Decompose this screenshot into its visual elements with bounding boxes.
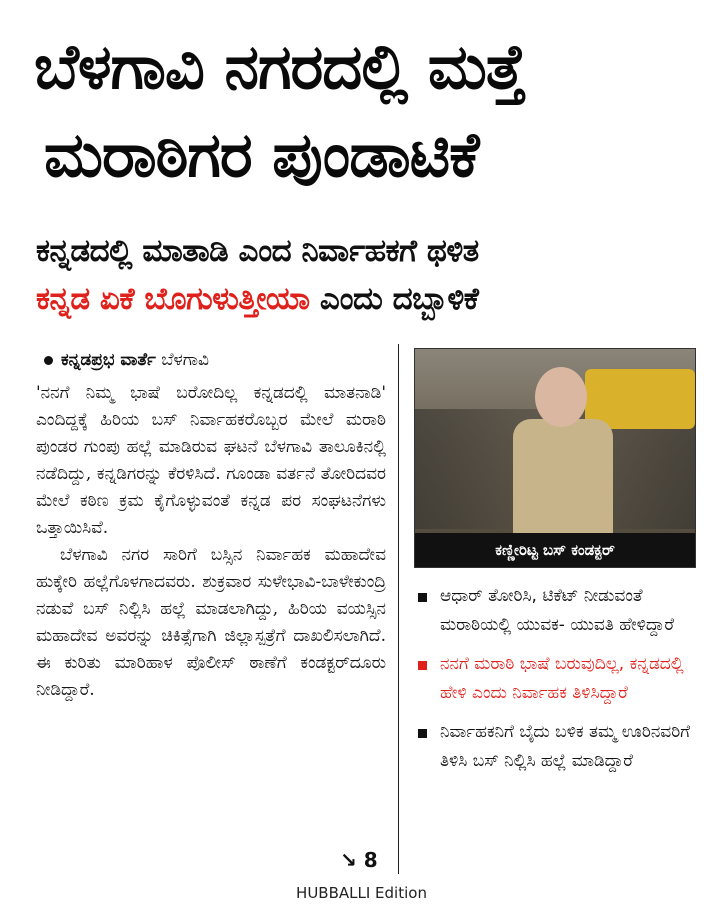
bullet-point <box>414 650 704 708</box>
edition-footer: HUBBALLI Edition <box>296 884 427 902</box>
bullet-dot-icon <box>44 356 53 365</box>
byline-source: ಕನ್ನಡಪ್ರಭ ವಾರ್ತೆ <box>61 350 156 370</box>
square-bullet-icon <box>418 593 427 602</box>
byline <box>44 350 209 370</box>
article-paragraph: 'ನನಗೆ ನಿಮ್ಮ ಭಾಷೆ ಬರೋದಿಲ್ಲ ಕನ್ನಡದಲ್ಲಿ ಮಾತನಾಡಿ' ಎಂದಿದ್ದಕ್ಕೆ ಹಿರಿಯ ಬಸ್ ನಿರ್ವಾಹಕರೊಬ್ಬರ ಮೇಲೆ ಮರಾಠಿ ಪುಂಡರ ಗುಂಪು ಹಲ್ಲೆ ಮಾಡಿರುವ ಘಟನೆ ಬೆಳಗಾವಿ ತಾಲೂಕಿನಲ್ಲಿ ನಡೆದಿದ್ದು, ಕನ್ನಡಿಗರನ್ನು ಕೆರಳಿಸಿದೆ. ಗೂಂಡಾ ವರ್ತನೆ ತೋರಿದವರ ಮೇಲೆ ಕಠಿಣ ಕ್ರಮ ಕೈಗೊಳ್ಳುವಂತೆ ಕನ್ನಡ ಪರ ಸಂಘಟನೆಗಳು ಒತ್ತಾಯಿಸಿವೆ. <box>36 383 386 538</box>
headline-line-2: ಮರಾಠಿಗರ ಪುಂಡಾಟಿಕೆ <box>44 118 479 191</box>
subheadline-line-2 <box>36 281 479 317</box>
square-bullet-icon <box>418 661 427 670</box>
column-divider <box>398 344 399 874</box>
article-body <box>36 380 386 704</box>
subheadline-line-1: ಕನ್ನಡದಲ್ಲಿ ಮಾತಾಡಿ ಎಂದ ನಿರ್ವಾಹಕಗೆ ಥಳಿತ <box>36 233 479 269</box>
square-bullet-icon <box>418 729 427 738</box>
bullet-text: ಆಧಾರ್ ತೋರಿಸಿ, ಟಿಕೆಟ್ ನೀಡುವಂತೆ ಮರಾಠಿಯಲ್ಲಿ ಯುವಕ- ಯುವತಿ ಹೇಳಿದ್ದಾರೆ <box>440 586 675 635</box>
article-paragraph: ಬೆಳಗಾವಿ ನಗರ ಸಾರಿಗೆ ಬಸ್ಸಿನ ನಿರ್ವಾಹಕ ಮಹಾದೇವ ಹುಕ್ಕೇರಿ ಹಲ್ಲೆಗೊಳಗಾದವರು. ಶುಕ್ರವಾರ ಸುಳೇಭಾವಿ-ಬಾಳೇಕುಂದ್ರಿ ನಡುವೆ ಬಸ್ ನಿಲ್ಲಿಸಿ ಹಲ್ಲೆ ಮಾಡಲಾಗಿದ್ದು, ಹಿರಿಯ ವಯಸ್ಸಿನ ಮಹಾದೇವ ಅವರನ್ನು ಚಿಕಿತ್ಸೆಗಾಗಿ ಜಿಲ್ಲಾಸ್ಪತ್ರೆಗೆ ದಾಖಲಿಸಲಾಗಿದೆ. ಈ ಕುರಿತು ಮಾರಿಹಾಳ ಪೊಲೀಸ್ ಠಾಣೆಗೆ ಕಂಡಕ್ಟರ್‌ದೂರು ನೀಡಿದ್ದಾರೆ. <box>36 545 386 700</box>
bullet-text: ನಿರ್ವಾಹಕನಿಗೆ ಬೈದು ಬಳಿಕ ತಮ್ಮ ಊರಿನವರಿಗೆ ತಿಳಿಸಿ ಬಸ್ ನಿಲ್ಲಿಸಿ ಹಲ್ಲೆ ಮಾಡಿದ್ದಾರೆ <box>440 722 691 771</box>
bullet-text: ನನಗೆ ಮರಾಠಿ ಭಾಷೆ ಬರುವುದಿಲ್ಲ, ಕನ್ನಡದಲ್ಲಿ ಹೇಳಿ ಎಂದು ನಿರ್ವಾಹಕ ತಿಳಿಸಿದ್ದಾರೆ <box>440 654 684 703</box>
bullet-point <box>414 582 704 640</box>
continued-page-marker: ↘ 8 <box>340 848 378 872</box>
highlight-bullets <box>414 582 704 786</box>
headline-line-1: ಬೆಳಗಾವಿ ನಗರದಲ್ಲಿ ಮತ್ತೆ <box>34 30 526 103</box>
photo-caption: ಕಣ್ಣೀರಿಟ್ಟ ಬಸ್ ಕಂಡಕ್ಟರ್ <box>415 533 695 567</box>
subheadline-red-text: ಕನ್ನಡ ಏಕೆ ಬೊಗುಳುತ್ತೀಯಾ <box>36 281 310 317</box>
byline-place: ಬೆಳಗಾವಿ <box>161 350 209 370</box>
bullet-point <box>414 718 704 776</box>
subheadline-black-text: ಎಂದು ದಬ್ಬಾಳಿಕೆ <box>309 281 479 317</box>
photo-conductor-head <box>535 367 587 427</box>
news-photo <box>414 348 696 568</box>
